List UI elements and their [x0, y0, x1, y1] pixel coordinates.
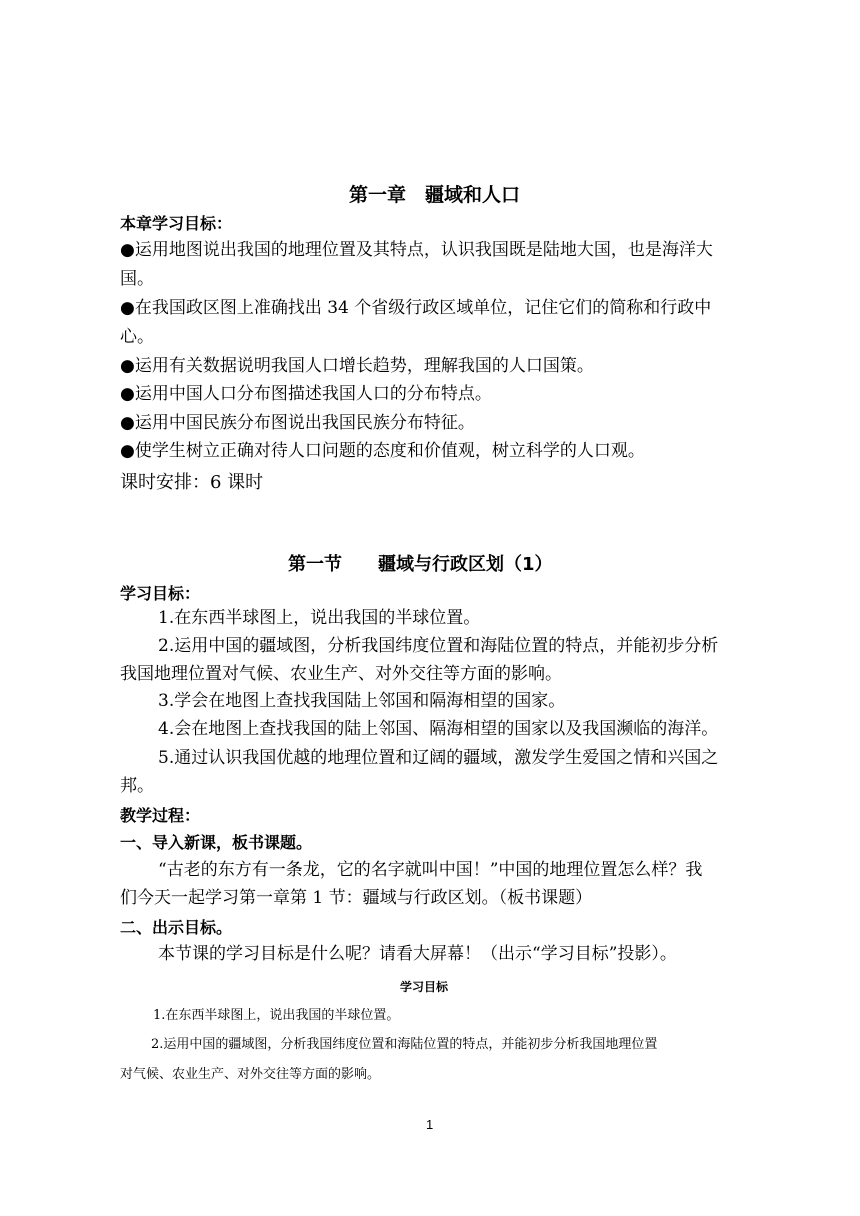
section-goal-2: 2.运用中国的疆域图，分析我国纬度位置和海陆位置的特点，并能初步分析 — [158, 636, 719, 656]
step-2-heading: 二、出示目标。 — [120, 918, 233, 937]
chapter-goal-2-cont: 心。 — [120, 327, 154, 347]
step-1-heading: 一、导入新课，板书课题。 — [120, 833, 313, 852]
section-goal-2-cont: 我国地理位置对气候、农业生产、对外交往等方面的影响。 — [120, 664, 562, 684]
section-goals-label: 学习目标： — [120, 584, 201, 603]
page-number: 1 — [426, 1117, 434, 1132]
chapter-goals-label: 本章学习目标： — [120, 214, 233, 233]
teaching-process-label: 教学过程： — [120, 806, 201, 825]
chapter-goal-5: ●运用中国民族分布图说出我国民族分布特征。 — [120, 413, 475, 433]
chapter-goal-6: ●使学生树立正确对待人口问题的态度和价值观，树立科学的人口观。 — [120, 441, 645, 461]
step-2-text: 本节课的学习目标是什么呢？请看大屏幕！（出示“学习目标”投影）。 — [158, 944, 677, 964]
chapter-goal-1-cont: 国。 — [120, 269, 154, 289]
projection-item-2-cont: 对气候、农业生产、对外交往等方面的影响。 — [120, 1067, 381, 1082]
section-goal-5: 5.通过认识我国优越的地理位置和辽阔的疆域，激发学生爱国之情和兴国之 — [158, 748, 719, 768]
projection-item-1: 1.在东西半球图上，说出我国的半球位置。 — [153, 1008, 400, 1023]
chapter-goal-1: ●运用地图说出我国的地理位置及其特点，认识我国既是陆地大国，也是海洋大 — [120, 240, 713, 260]
section-goal-1: 1.在东西半球图上，说出我国的半球位置。 — [158, 608, 481, 628]
section-goal-4: 4.会在地图上查找我国的陆上邻国、隔海相望的国家以及我国濒临的海洋。 — [158, 719, 719, 739]
section-goal-3: 3.学会在地图上查找我国陆上邻国和隔海相望的国家。 — [158, 691, 566, 711]
section-goal-5-cont: 邦。 — [120, 776, 154, 796]
step-1-text: “古老的东方有一条龙，它的名字就叫中国！”中国的地理位置怎么样？我 — [158, 860, 703, 880]
section-title: 第一节 疆域与行政区划（1） — [288, 554, 553, 575]
chapter-title: 第一章 疆域和人口 — [349, 184, 521, 206]
projection-title: 学习目标 — [400, 980, 449, 994]
chapter-goal-3: ●运用有关数据说明我国人口增长趋势，理解我国的人口国策。 — [120, 356, 594, 376]
step-1-text-cont: 们今天一起学习第一章第 1 节：疆域与行政区划。（板书课题） — [120, 888, 593, 908]
projection-item-2: 2.运用中国的疆域图，分析我国纬度位置和海陆位置的特点，并能初步分析我国地理位置 — [151, 1037, 658, 1052]
chapter-goal-2: ●在我国政区图上准确找出 34 个省级行政区域单位，记住它们的简称和行政中 — [120, 298, 712, 318]
chapter-schedule: 课时安排：6 课时 — [120, 472, 264, 493]
chapter-goal-4: ●运用中国人口分布图描述我国人口的分布特点。 — [120, 384, 492, 404]
